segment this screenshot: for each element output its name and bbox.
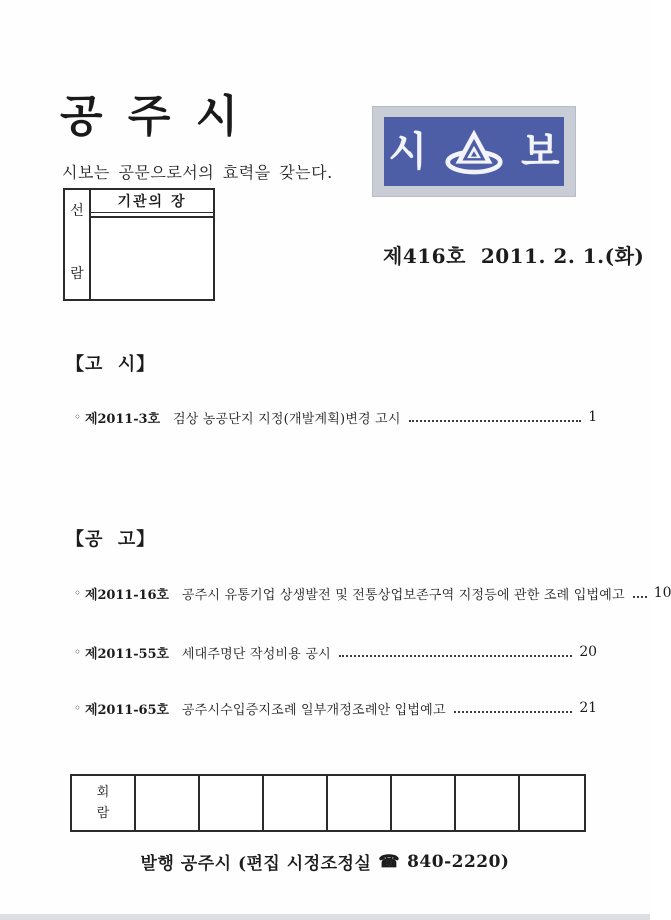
- circulation-label-bottom: 람: [96, 806, 110, 821]
- item-number: 제2011-3호: [84, 411, 160, 427]
- phone-icon: ☎: [378, 851, 401, 872]
- circulation-cell: [200, 776, 264, 830]
- stamp-right-character: 보: [521, 128, 560, 175]
- circulation-label-top: 회: [96, 784, 110, 800]
- item-title: 세대주명단 작성비용 공시: [181, 646, 331, 662]
- item-bullet: ◦: [74, 701, 81, 715]
- item-title: 공주시수입증지조례 일부개정조례안 입법예고: [181, 702, 446, 718]
- publisher-line: [0, 849, 650, 874]
- circulation-cell: [136, 776, 200, 830]
- approval-side-column: [65, 190, 91, 299]
- page-title: 공 주 시: [60, 91, 244, 142]
- approval-side-bottom-label: 람: [70, 266, 84, 282]
- approval-signature-area: [91, 218, 213, 299]
- approval-side-top-label: 선: [70, 203, 84, 219]
- item-bullet: ◦: [74, 410, 81, 424]
- item-bullet: ◦: [74, 645, 81, 659]
- item-number: 제2011-65호: [84, 702, 169, 718]
- circulation-cell: [392, 776, 456, 830]
- scan-edge-artifact: [0, 914, 650, 920]
- circulation-cell: [328, 776, 392, 830]
- gazette-stamp-inner: [384, 117, 564, 186]
- section-heading-gosi: 【고 시】: [66, 354, 156, 375]
- section-heading-gonggo: 【공 고】: [66, 529, 156, 550]
- publisher-text-after: 840-2220): [407, 851, 510, 872]
- item-title: 공주시 유통기업 상생발전 및 전통상업보존구역 지정등에 관한 조례 입법예고: [181, 587, 625, 603]
- gazette-stamp: [372, 106, 576, 197]
- toc-item: [74, 641, 597, 663]
- dot-leader: [409, 420, 582, 422]
- dot-leader: [454, 711, 573, 713]
- item-page-number: 21: [579, 700, 597, 716]
- approval-main-column: [91, 190, 213, 299]
- toc-item: [74, 582, 671, 604]
- publisher-text-before: 발행 공주시 (편집 시정조정실: [140, 854, 372, 874]
- item-title: 검상 농공단지 지정(개발계획)변경 고시: [172, 411, 401, 427]
- item-page-number: 10: [653, 585, 671, 601]
- item-page-number: 20: [579, 644, 597, 660]
- toc-item: [74, 697, 597, 719]
- circulation-cell: [520, 776, 584, 830]
- approval-table: [63, 188, 215, 301]
- toc-item: [74, 406, 597, 428]
- page-subtitle: 시보는 공문으로서의 효력을 갖는다.: [62, 163, 333, 182]
- item-number: 제2011-55호: [84, 646, 169, 662]
- stamp-left-character: 시: [388, 128, 427, 175]
- circulation-cell: [264, 776, 328, 830]
- city-emblem-icon: [435, 125, 513, 179]
- approval-header: 기관의 장: [91, 190, 213, 213]
- dot-leader: [339, 655, 572, 657]
- circulation-cell: [456, 776, 520, 830]
- circulation-label-cell: [72, 776, 136, 830]
- item-number: 제2011-16호: [84, 587, 169, 603]
- item-bullet: ◦: [74, 586, 81, 600]
- issue-number-date: 제416호 2011. 2. 1.(화): [383, 244, 645, 268]
- dot-leader: [633, 596, 647, 598]
- item-page-number: 1: [588, 409, 597, 425]
- circulation-table: [70, 774, 586, 832]
